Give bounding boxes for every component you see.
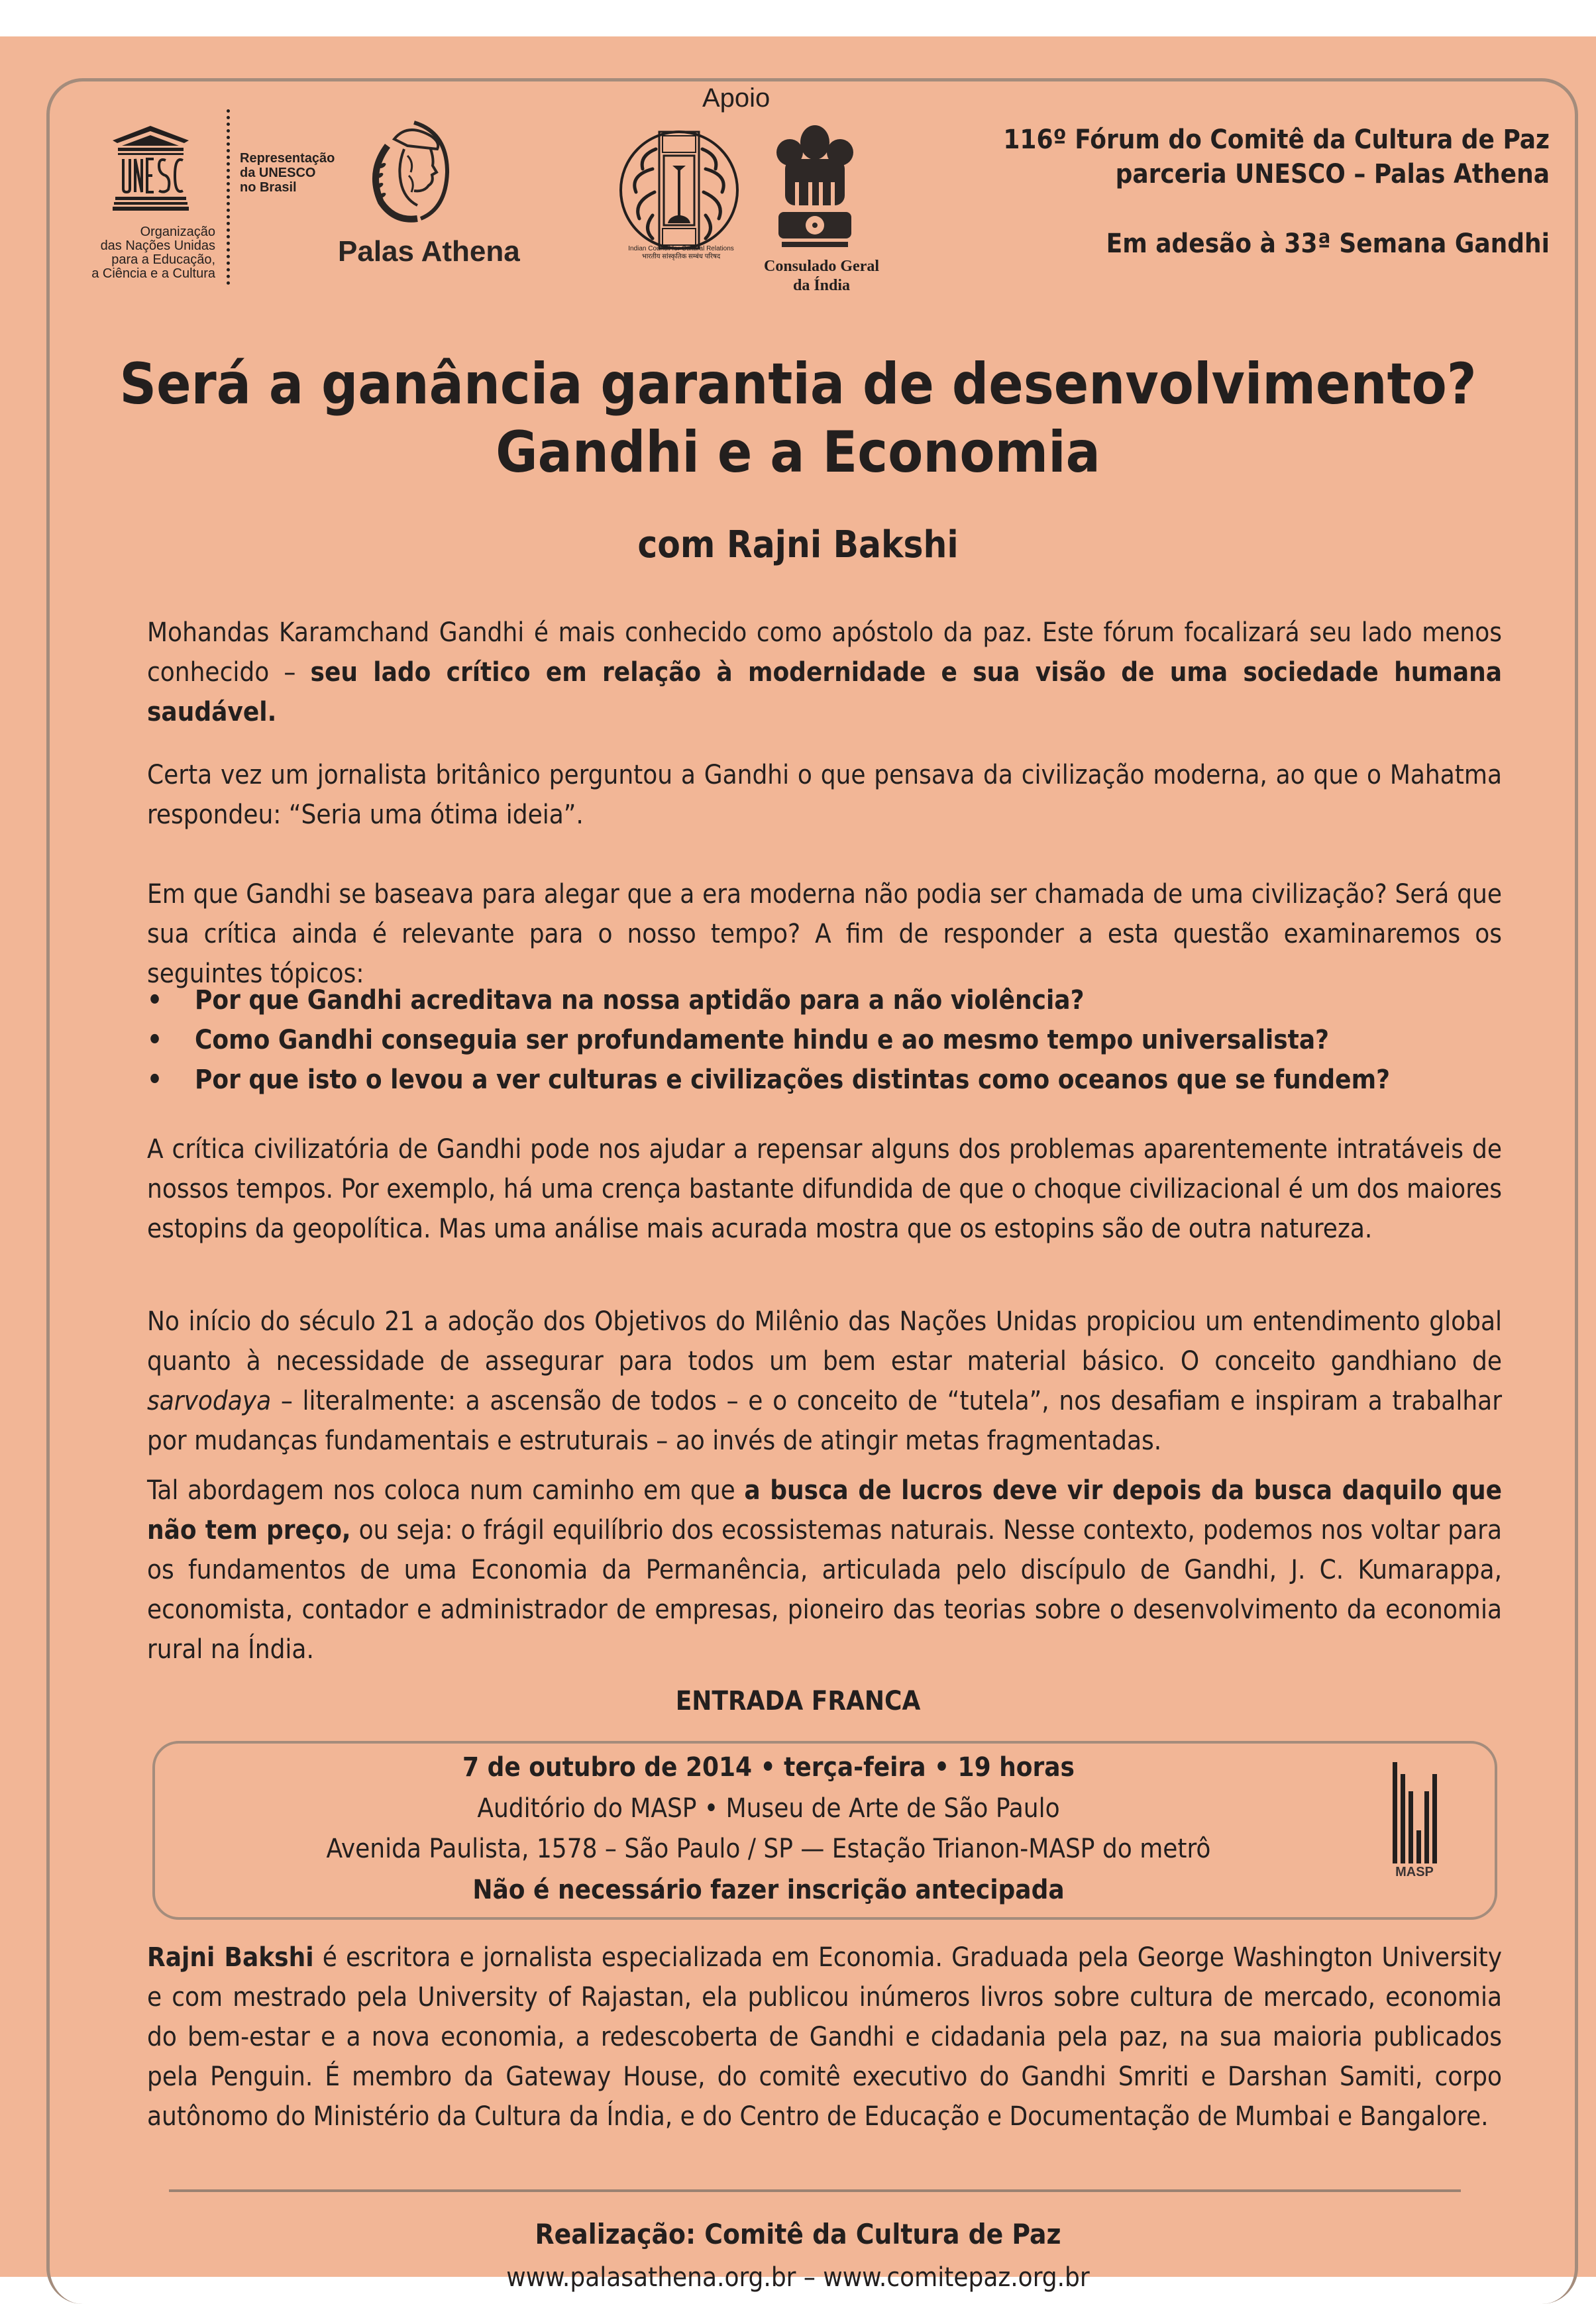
topic-item: • Como Gandhi conseguia ser profundamente hindu e ao mesmo tempo universalista? — [147, 1020, 1390, 1060]
unesco-org-line: Organização — [140, 225, 215, 239]
main-title: Será a ganância garantia de desenvolvimento? — [119, 351, 1477, 417]
event-address: Avenida Paulista, 1578 – São Paulo / SP — Estação Trianon-MASP do metrô — [326, 1834, 1211, 1864]
iccr-caption — [615, 245, 747, 261]
topics-list — [147, 980, 1390, 1100]
registration-note: Não é necessário fazer inscrição antecipada — [472, 1875, 1065, 1905]
consulado-caption — [755, 257, 888, 295]
organizer-credit: Realização: Comitê da Cultura de Paz — [535, 2218, 1061, 2250]
event-venue: Auditório do MASP • Museu de Arte de São Paulo — [477, 1793, 1060, 1824]
subtitle: Gandhi e a Economia — [496, 419, 1100, 486]
consulado-line: da Índia — [792, 277, 851, 294]
event-date: 7 de outubro de 2014 • terça-feira • 19 horas — [462, 1752, 1075, 1783]
forum-line1: 116º Fórum do Comitê da Cultura de Paz — [1003, 125, 1550, 155]
bio-name: Rajni Bakshi — [147, 1942, 314, 1973]
millennium-text-b: – literalmente: a ascensão de todos – e o conceito de “tutela”, nos desafiam e inspiram a trabalhar por mudanças fundamentais e estruturais – ao invés de atingir metas fragmentadas. — [147, 1386, 1502, 1456]
unesco-org-caption — [63, 225, 215, 281]
approach-text-a: Tal abordagem nos coloca num caminho em que — [147, 1475, 745, 1506]
unesco-representation — [240, 151, 335, 195]
speaker-bio — [147, 1938, 1502, 2136]
forum-line2: parceria UNESCO – Palas Athena — [1115, 159, 1550, 189]
unesco-org-line: para a Educação, — [111, 252, 215, 267]
millennium-text-a: No início do século 21 a adoção dos Objetivos do Milênio das Nações Unidas propiciou um entendimento global quanto à necessidade de assegurar para todos um bem estar material básico. O conceito gandhiano de — [147, 1306, 1502, 1377]
gandhi-week-adhesion: Em adesão à 33ª Semana Gandhi — [1106, 229, 1550, 259]
unesco-logo — [113, 126, 189, 215]
unesco-rep-line: Representação — [240, 151, 335, 166]
palas-athena-name: Palas Athena — [338, 235, 520, 268]
paragraph-approach — [147, 1471, 1502, 1669]
dotted-divider — [227, 109, 230, 285]
bio-text: é escritora e jornalista especializada em Economia. Graduada pela George Washington University e com mestrado pela University of Rajastan, ela publicou inúmeros livros sobre cultura de mercado, economia do bem-estar e a nova economia, a redescoberta de Gandhi e cidadania pela paz, na sua maioria publicados pela Penguin. É membro da Gateway House, do comitê executivo do Gandhi Smriti e Darshan Samiti, corpo autônomo do Ministério da Cultura da Índia, e do Centro de Educação e Documentação de Mumbai e Bangalore. — [147, 1942, 1502, 2132]
consulado-line: Consulado Geral — [763, 258, 880, 275]
iccr-caption-en: Indian Council for Cultural Relations — [628, 245, 734, 252]
intro-bold-text: seu lado crítico em relação à modernidade e sua visão de uma sociedade humana saudável. — [147, 657, 1502, 727]
unesco-org-line: a Ciência e a Cultura — [91, 266, 215, 281]
unesco-rep-line: no Brasil — [240, 180, 297, 195]
apoio-label: Apoio — [702, 83, 771, 113]
paragraph-intro — [147, 613, 1502, 732]
unesco-rep-line: da UNESCO — [240, 166, 316, 180]
topic-item: • Por que Gandhi acreditava na nossa aptidão para a não violência? — [147, 980, 1390, 1020]
unesco-org-line: das Nações Unidas — [100, 238, 215, 253]
iccr-caption-hi: भारतीय सांस्कृतिक सम्बंध परिषद — [641, 253, 721, 260]
free-entry-label: ENTRADA FRANCA — [675, 1686, 921, 1716]
website-links[interactable]: www.palasathena.org.br – www.comitepaz.org.br — [506, 2262, 1090, 2293]
paragraph-critique: A crítica civilizatória de Gandhi pode nos ajudar a repensar alguns dos problemas aparentemente intratáveis de nossos tempos. Por exemplo, há uma crença bastante difundida de que o choque civilizacional é um dos maiores estopins da geopolítica. Mas uma análise mais acurada mostra que os estopins são de outra natureza. — [147, 1134, 1502, 1244]
intro-text: Mohandas Karamchand Gandhi é mais conhecido como apóstolo da paz. Este fórum focalizará seu lado menos conhecido – — [147, 617, 1502, 688]
topic-item: • Por que isto o levou a ver culturas e civilizações distintas como oceanos que se fundem? — [147, 1060, 1390, 1100]
paragraph-questions: Em que Gandhi se baseava para alegar que a era moderna não podia ser chamada de uma civilização? Será que sua crítica ainda é relevante para o nosso tempo? A fim de responder a esta questão examinaremos os seguintes tópicos: — [147, 879, 1502, 989]
footer-divider — [169, 2189, 1461, 2192]
masp-logo — [1391, 1762, 1438, 1867]
approach-text-b: ou seja: o frágil equilíbrio dos ecossistemas naturais. Nesse contexto, podemos nos voltar para os fundamentos de uma Economia da Permanência, articulada pelo discípulo de Gandhi, J. C. Kumarappa, economista, contador e administrador de empresas, pioneiro das teorias sobre o desenvolvimento da economia rural na Índia. — [147, 1515, 1502, 1665]
paragraph-millennium — [147, 1302, 1502, 1461]
india-emblem-icon — [769, 119, 861, 254]
approach-bold-text: a busca de lucros deve vir depois da busca daquilo que não tem preço, — [147, 1475, 1503, 1545]
masp-logo-label: MASP — [1395, 1865, 1434, 1879]
palas-athena-logo — [368, 119, 454, 228]
iccr-logo — [616, 129, 742, 254]
sarvodaya-term: sarvodaya — [147, 1386, 272, 1416]
forum-heading — [1003, 123, 1550, 191]
paragraph-journalist: Certa vez um jornalista britânico perguntou a Gandhi o que pensava da civilização moderna, ao que o Mahatma respondeu: “Seria uma ótima ideia”. — [147, 760, 1502, 830]
speaker-line: com Rajni Bakshi — [637, 523, 959, 566]
